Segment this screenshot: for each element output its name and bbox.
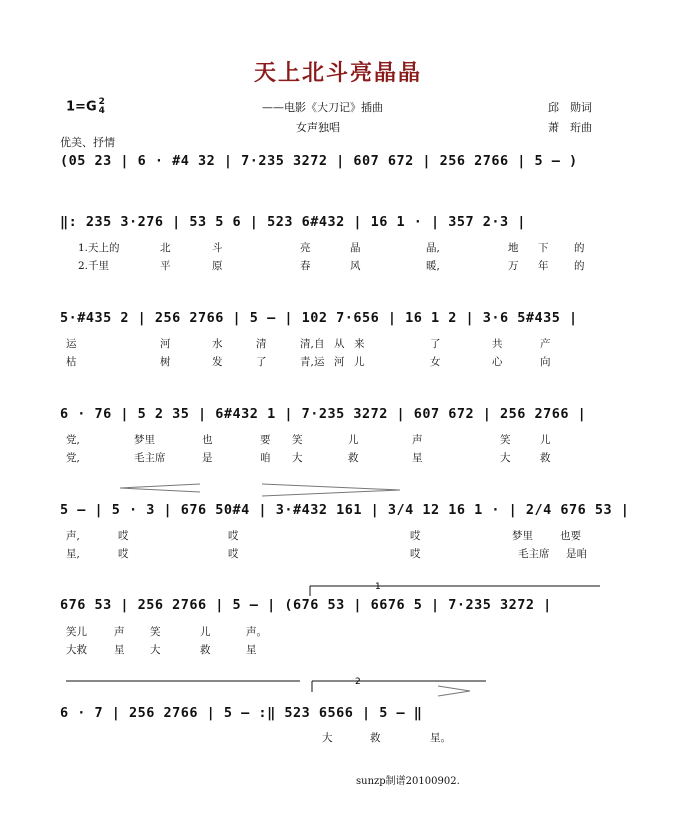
lyric-syllable: 发 bbox=[212, 356, 223, 368]
lyric-syllable: 运 bbox=[66, 338, 77, 350]
lyric-syllable: 清 bbox=[256, 338, 267, 350]
lyric-syllable: 风 bbox=[350, 260, 361, 272]
lyric-syllable: 下 bbox=[538, 242, 549, 254]
lyric-syllable: 河 bbox=[334, 356, 345, 368]
lyric-syllable: 心 bbox=[492, 356, 503, 368]
second-ending-number: 2 bbox=[355, 677, 361, 687]
lyric-syllable: 来 bbox=[354, 338, 365, 350]
composer-credit: 萧 珩曲 bbox=[548, 121, 592, 134]
lyric-syllable: 星 bbox=[412, 452, 423, 464]
lyric-syllable: 从 bbox=[334, 338, 345, 350]
lyric-syllable: 哎 bbox=[118, 548, 129, 560]
lyric-syllable: 水 bbox=[212, 338, 223, 350]
score-line-2: ‖: 235 3·276 | 53 5 6 | 523 6#432 | 16 1 · | 357 2·3 | bbox=[60, 214, 526, 230]
lyric-syllable: 向 bbox=[540, 356, 551, 368]
score-line-7: 6 · 7 | 256 2766 | 5 – :‖ 523 6566 | 5 – ‖ bbox=[60, 705, 423, 721]
lyric-syllable: 是 bbox=[202, 452, 213, 464]
lyric-syllable: 儿 bbox=[348, 434, 359, 446]
lyric-syllable: 晶, bbox=[426, 242, 440, 254]
lyric-syllable: 星。 bbox=[430, 732, 451, 744]
lyric-syllable: 咱 bbox=[260, 452, 271, 464]
time-denominator: 4 bbox=[98, 106, 105, 116]
lyric-syllable: 河 bbox=[160, 338, 171, 350]
performance-note: 女声独唱 bbox=[296, 121, 340, 134]
lyric-syllable: 地 bbox=[508, 242, 519, 254]
lyric-syllable: 平 bbox=[160, 260, 171, 272]
lyric-syllable: 笑 bbox=[500, 434, 511, 446]
lyric-syllable: 党, bbox=[66, 452, 80, 464]
lyric-syllable: 年 bbox=[538, 260, 549, 272]
lyric-syllable: 是咱 bbox=[566, 548, 587, 560]
lyric-syllable: 运 bbox=[314, 356, 325, 368]
score-line-6: 676 53 | 256 2766 | 5 – | (676 53 | 6676 5 | 7·235 3272 | bbox=[60, 597, 552, 613]
lyric-syllable: 声 bbox=[412, 434, 423, 446]
lyric-syllable: 晶 bbox=[350, 242, 361, 254]
lyric-syllable: 救 bbox=[540, 452, 551, 464]
lyric-syllable: 哎 bbox=[410, 548, 421, 560]
tempo-marking: 优美、抒情 bbox=[60, 136, 115, 149]
lyric-syllable: 儿 bbox=[200, 626, 211, 638]
lyric-syllable: 自 bbox=[314, 338, 325, 350]
subtitle: ——电影《大刀记》插曲 bbox=[262, 101, 383, 114]
lyric-syllable: 声 bbox=[114, 626, 125, 638]
lyric-syllable: 毛主席 bbox=[134, 452, 166, 464]
lyric-syllable: 哎 bbox=[410, 530, 421, 542]
second-ending-bracket bbox=[312, 681, 486, 692]
lyric-syllable: 斗 bbox=[212, 242, 223, 254]
footer-credit: sunzp制谱20100902. bbox=[356, 776, 460, 787]
lyric-syllable: 声, bbox=[66, 530, 80, 542]
lyric-syllable: 共 bbox=[492, 338, 503, 350]
lyric-syllable: 了 bbox=[256, 356, 267, 368]
score-line-3: 5·#435 2 | 256 2766 | 5 – | 102 7·656 | 16 1 2 | 3·6 5#435 | bbox=[60, 310, 578, 326]
lyric-syllable: 声。 bbox=[246, 626, 267, 638]
lyric-syllable: 党, bbox=[66, 434, 80, 446]
lyric-syllable: 1.天上的 bbox=[78, 242, 120, 254]
lyric-syllable: 要 bbox=[260, 434, 271, 446]
lyric-syllable: 笑 bbox=[150, 626, 161, 638]
lyric-syllable: 原 bbox=[212, 260, 223, 272]
score-line-1: (05 23 | 6 · #4 32 | 7·235 3272 | 607 672 | 256 2766 | 5 – ) bbox=[60, 153, 578, 169]
lyric-syllable: 产 bbox=[540, 338, 551, 350]
lyric-syllable: 北 bbox=[160, 242, 171, 254]
lyric-syllable: 救 bbox=[348, 452, 359, 464]
lyric-syllable: 女 bbox=[430, 356, 441, 368]
lyric-syllable: 毛主席 bbox=[518, 548, 550, 560]
time-numerator: 2 bbox=[98, 97, 105, 107]
lyric-syllable: 暖, bbox=[426, 260, 440, 272]
lyric-syllable: 救 bbox=[370, 732, 381, 744]
crescendo-hairpin bbox=[120, 484, 400, 496]
first-ending-number: 1 bbox=[375, 582, 381, 592]
lyric-syllable: 星 bbox=[246, 644, 257, 656]
lyric-syllable: 儿 bbox=[354, 356, 365, 368]
lyric-syllable: 笑 bbox=[292, 434, 303, 446]
lyric-syllable: 救 bbox=[200, 644, 211, 656]
lyric-syllable: 亮 bbox=[300, 242, 311, 254]
decrescendo-hairpin bbox=[438, 686, 470, 696]
lyric-syllable: 也要 bbox=[560, 530, 581, 542]
lyric-syllable: 春 bbox=[300, 260, 311, 272]
lyric-syllable: 大 bbox=[500, 452, 511, 464]
first-ending-bracket bbox=[310, 586, 600, 596]
lyric-syllable: 树 bbox=[160, 356, 171, 368]
lyric-syllable: 大 bbox=[322, 732, 333, 744]
score-line-5: 5 – | 5 · 3 | 676 50#4 | 3·#432 161 | 3/4 12 16 1 · | 2/4 676 53 | bbox=[60, 502, 630, 518]
key-label: 1=G bbox=[66, 99, 97, 115]
lyric-syllable: 大 bbox=[292, 452, 303, 464]
lyric-syllable: 枯 bbox=[66, 356, 77, 368]
lyricist-credit: 邱 勋词 bbox=[548, 101, 592, 114]
lyric-syllable: 万 bbox=[508, 260, 519, 272]
lyric-syllable: 也 bbox=[202, 434, 213, 446]
lyric-syllable: 哎 bbox=[228, 530, 239, 542]
lyric-syllable: 大 bbox=[150, 644, 161, 656]
lyric-syllable: 星 bbox=[114, 644, 125, 656]
lyric-syllable: 清, bbox=[300, 338, 314, 350]
score-line-4: 6 · 76 | 5 2 35 | 6#432 1 | 7·235 3272 | 607 672 | 256 2766 | bbox=[60, 406, 587, 422]
lyric-syllable: 大救 bbox=[66, 644, 87, 656]
lyric-syllable: 哎 bbox=[118, 530, 129, 542]
lyric-syllable: 了 bbox=[430, 338, 441, 350]
lyric-syllable: 笑儿 bbox=[66, 626, 87, 638]
song-title: 天上北斗亮晶晶 bbox=[253, 60, 422, 86]
lyric-syllable: 星, bbox=[66, 548, 80, 560]
lyric-syllable: 2.千里 bbox=[78, 260, 110, 272]
lyric-syllable: 梦里 bbox=[134, 434, 155, 446]
lyric-syllable: 梦里 bbox=[512, 530, 533, 542]
lyric-syllable: 哎 bbox=[228, 548, 239, 560]
lyric-syllable: 青, bbox=[300, 356, 314, 368]
lyric-syllable: 的 bbox=[574, 242, 585, 254]
lyric-syllable: 儿 bbox=[540, 434, 551, 446]
lyric-syllable: 的 bbox=[574, 260, 585, 272]
